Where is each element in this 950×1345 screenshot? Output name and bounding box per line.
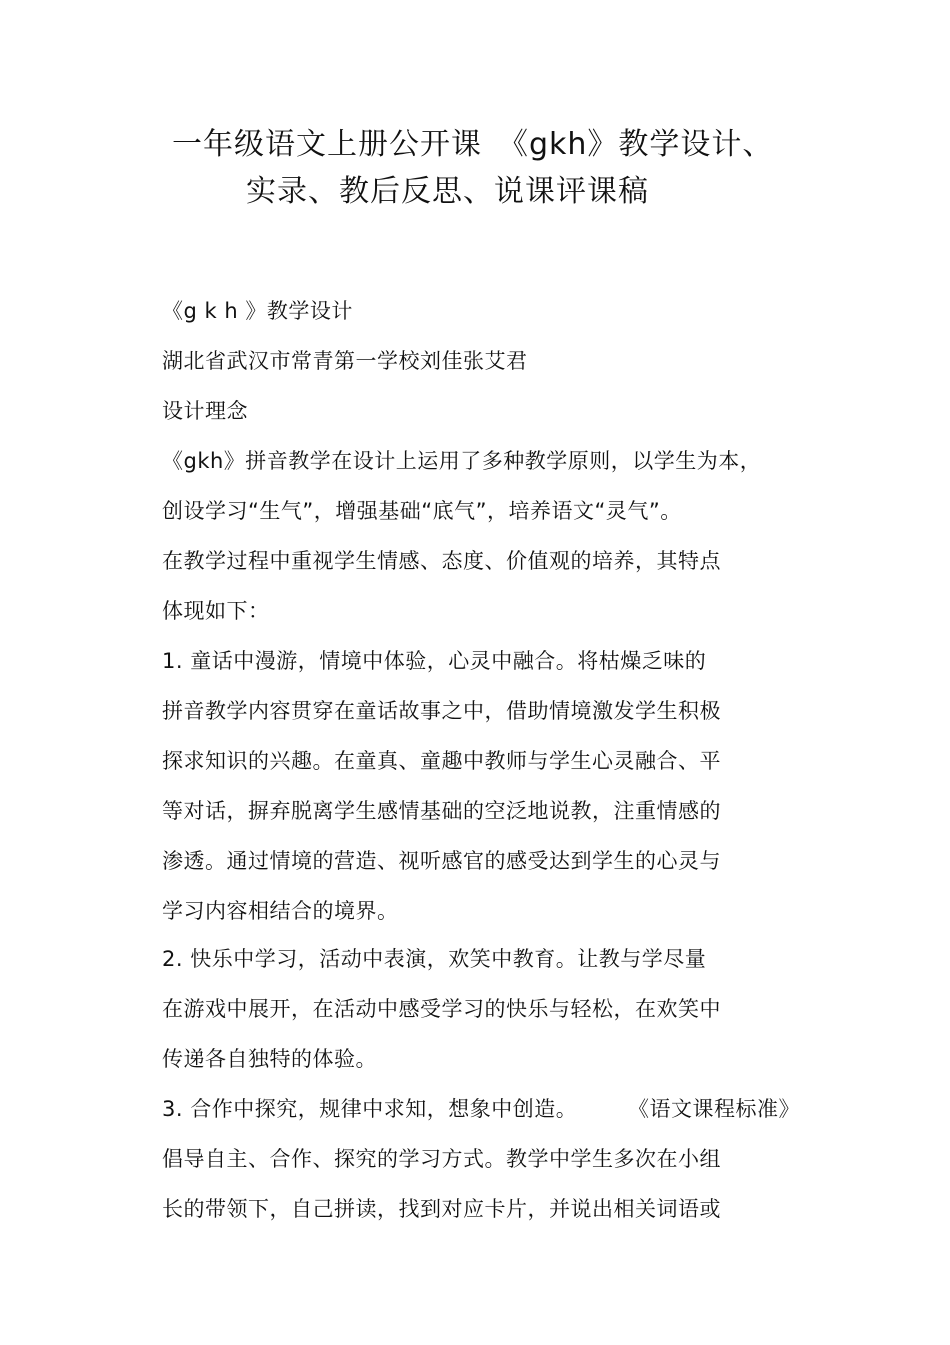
body-line: 渗透。通过情境的营造、视听感官的感受达到学生的心灵与 (162, 849, 721, 873)
body-line: 学习内容相结合的境界。 (162, 899, 399, 923)
body-line: 体现如下： (162, 599, 270, 623)
section-heading-teaching-design: 《g k h 》教学设计 (162, 299, 353, 323)
list-item-2-line: 2. 快乐中学习，活动中表演，欢笑中教育。让教与学尽量 (162, 947, 707, 971)
list-item-1-line: 1. 童话中漫游，情境中体验，心灵中融合。将枯燥乏味的 (162, 649, 707, 673)
body-line: 倡导自主、合作、探究的学习方式。教学中学生多次在小组 (162, 1147, 721, 1171)
section-heading-design-concept: 设计理念 (162, 399, 248, 423)
body-line: 等对话，摒弃脱离学生感情基础的空泛地说教，注重情感的 (162, 799, 721, 823)
body-line: 长的带领下，自己拼读，找到对应卡片，并说出相关词语或 (162, 1197, 721, 1221)
body-line: 《gkh》拼音教学在设计上运用了多种教学原则，以学生为本， (162, 449, 762, 473)
document-title-line-2: 实录、教后反思、说课评课稿 (246, 174, 649, 209)
body-line: 探求知识的兴趣。在童真、童趣中教师与学生心灵融合、平 (162, 749, 721, 773)
body-line: 在教学过程中重视学生情感、态度、价值观的培养，其特点 (162, 549, 721, 573)
body-line: 拼音教学内容贯穿在童话故事之中，借助情境激发学生积极 (162, 699, 721, 723)
author-line: 湖北省武汉市常青第一学校刘佳张艾君 (162, 349, 528, 373)
body-line: 传递各自独特的体验。 (162, 1047, 377, 1071)
body-line: 创设学习“生气”，增强基础“底气”，培养语文“灵气”。 (162, 499, 682, 523)
curriculum-standard-reference: 《语文课程标准》 (628, 1097, 800, 1121)
list-item-3-line: 3. 合作中探究，规律中求知，想象中创造。 (162, 1097, 578, 1121)
body-line: 在游戏中展开，在活动中感受学习的快乐与轻松，在欢笑中 (162, 997, 721, 1021)
document-title-line-1: 一年级语文上册公开课 《gkh》教学设计、 (172, 127, 774, 162)
